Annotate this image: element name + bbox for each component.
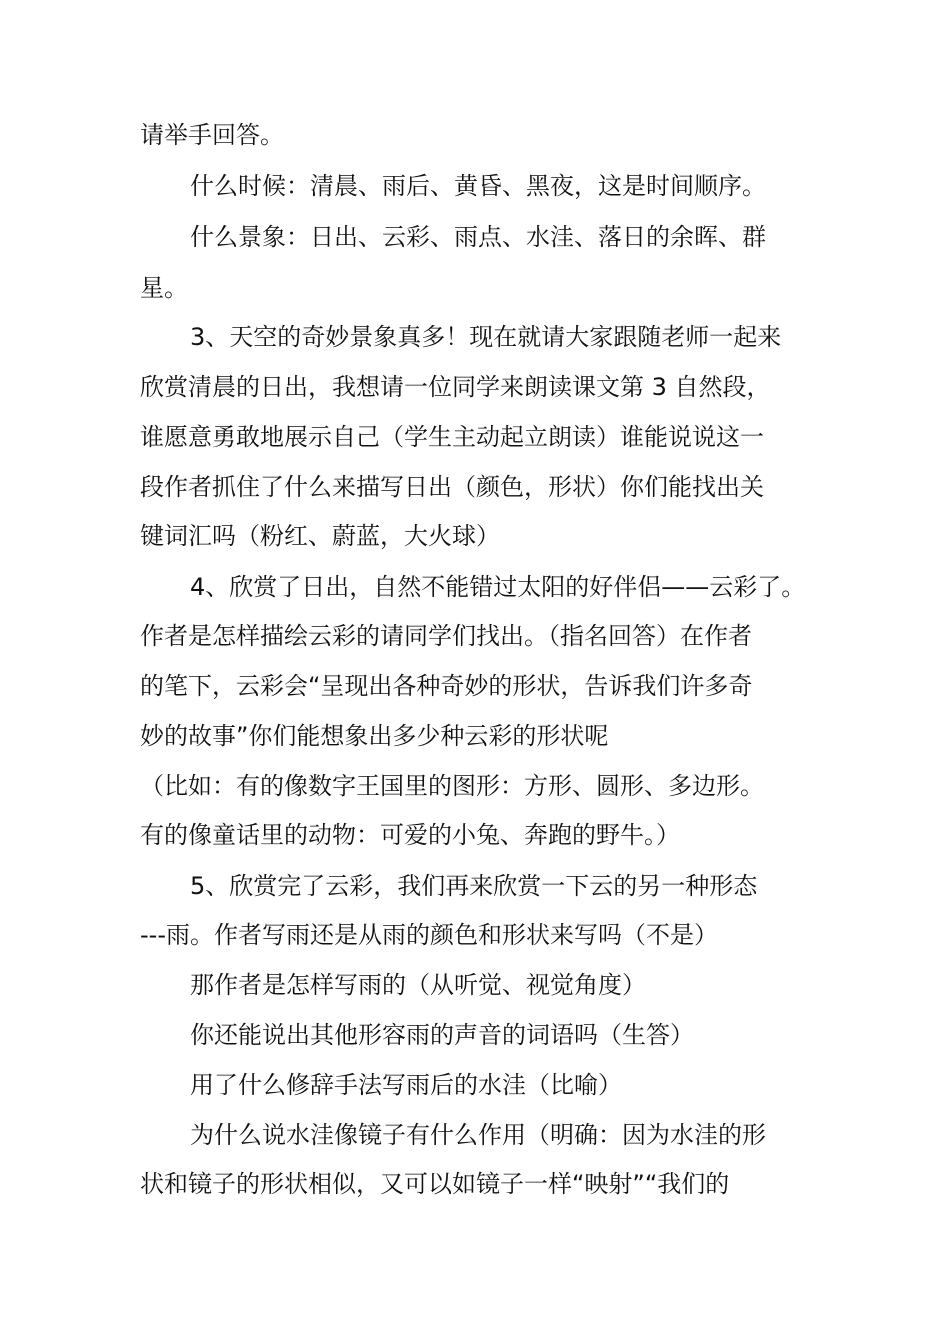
text-line: 什么时候：清晨、雨后、黄昏、黑夜，这是时间顺序。: [190, 172, 766, 200]
text-line: 请举手回答。: [140, 121, 284, 149]
text-line: 用了什么修辞手法写雨后的水洼（比喻）: [190, 1071, 622, 1099]
text-line: （比如：有的像数字王国里的图形：方形、圆形、多边形。: [140, 772, 764, 800]
text-line: 星。: [140, 274, 188, 302]
text-line: 作者是怎样描绘云彩的请同学们找出。（指名回答）在作者: [140, 622, 752, 650]
text-line: 有的像童话里的动物：可爱的小兔、奔跑的野牛。）: [140, 821, 680, 849]
text-line: 你还能说出其他形容雨的声音的词语吗（生答）: [190, 1021, 694, 1049]
text-line: 谁愿意勇敢地展示自己（学生主动起立朗读）谁能说说这一: [140, 423, 764, 451]
text-line: 妙的故事”你们能想象出多少种云彩的形状呢: [140, 722, 609, 750]
text-line: 状和镜子的形状相似，又可以如镜子一样“映射”“我们的: [140, 1170, 730, 1198]
text-line: 键词汇吗（粉红、蔚蓝，大火球）: [140, 522, 500, 550]
text-line: ---雨。作者写雨还是从雨的颜色和形状来写吗（不是）: [140, 921, 718, 949]
text-line: 什么景象：日出、云彩、雨点、水洼、落日的余晖、群: [190, 223, 766, 251]
text-line: 欣赏清晨的日出，我想请一位同学来朗读课文第 3 自然段，: [140, 373, 771, 401]
text-line: 的笔下，云彩会“呈现出各种奇妙的形状，告诉我们许多奇: [140, 672, 753, 700]
text-line: 3、天空的奇妙景象真多！现在就请大家跟随老师一起来: [190, 323, 782, 351]
text-line: 4、欣赏了日出，自然不能错过太阳的好伴侣——云彩了。: [190, 573, 806, 601]
text-line: 5、欣赏完了云彩，我们再来欣赏一下云的另一种形态: [190, 872, 758, 900]
text-line: 段作者抓住了什么来描写日出（颜色，形状）你们能找出关: [140, 473, 764, 501]
text-line: 为什么说水洼像镜子有什么作用（明确：因为水洼的形: [190, 1121, 766, 1149]
text-line: 那作者是怎样写雨的（从听觉、视觉角度）: [190, 971, 646, 999]
